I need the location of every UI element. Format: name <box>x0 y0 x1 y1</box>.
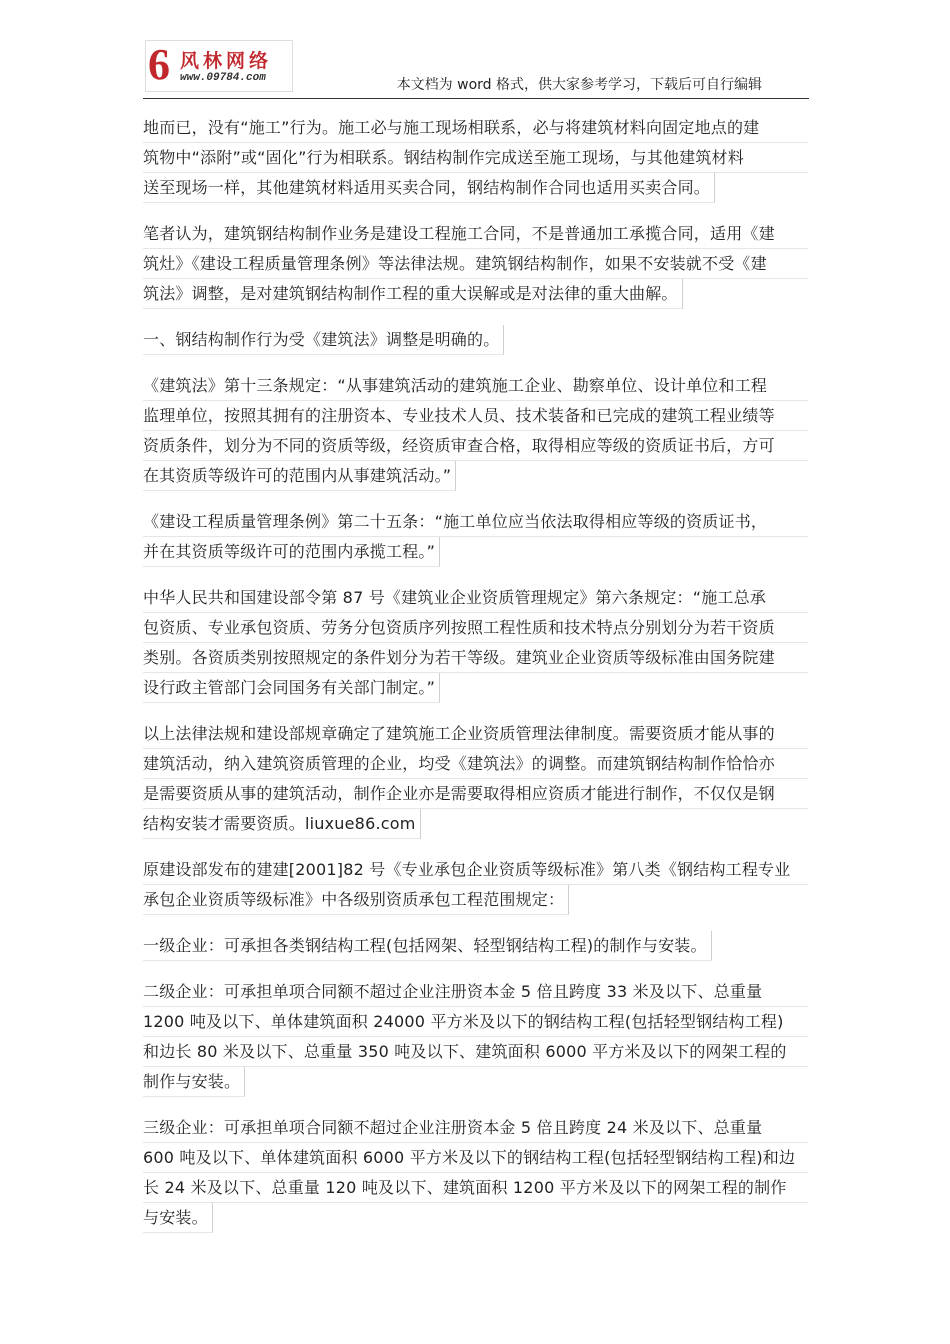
paragraph-line: 在其资质等级许可的范围内从事建筑活动。” <box>143 461 456 491</box>
paragraph-line: 送至现场一样，其他建筑材料适用买卖合同，钢结构制作合同也适用买卖合同。 <box>143 173 715 203</box>
paragraph <box>143 325 808 355</box>
paragraph-line: 笔者认为，建筑钢结构制作业务是建设工程施工合同，不是普通加工承揽合同，适用《建 <box>143 219 808 249</box>
paragraph-line: 是需要资质从事的建筑活动，制作企业亦是需要取得相应资质才能进行制作，不仅仅是钢 <box>143 779 808 809</box>
paragraph-line: 600 吨及以下、单体建筑面积 6000 平方米及以下的钢结构工程(包括轻型钢结构工程)和边 <box>143 1143 808 1173</box>
paragraph <box>143 219 808 309</box>
paragraph <box>143 113 808 203</box>
paragraph-line: 筑灶》《建设工程质量管理条例》等法律法规。建筑钢结构制作，如果不安装就不受《建 <box>143 249 808 279</box>
paragraph-line: 筑法》调整，是对建筑钢结构制作工程的重大误解或是对法律的重大曲解。 <box>143 279 683 309</box>
paragraph-line: 《建设工程质量管理条例》第二十五条：“施工单位应当依法取得相应等级的资质证书， <box>143 507 808 537</box>
paragraph <box>143 855 808 915</box>
paragraph <box>143 507 808 567</box>
paragraph-line: 原建设部发布的建建[2001]82 号《专业承包企业资质等级标准》第八类《钢结构工程专业 <box>143 855 808 885</box>
paragraph-line: 结构安装才需要资质。liuxue86.com <box>143 809 421 839</box>
paragraph-line: 与安装。 <box>143 1203 213 1233</box>
paragraph-line: 一、钢结构制作行为受《建筑法》调整是明确的。 <box>143 325 504 355</box>
logo-name: 风林网络 <box>180 50 273 72</box>
paragraph <box>143 371 808 491</box>
header-note: 本文档为 word 格式，供大家参考学习，下载后可自行编辑 <box>396 77 762 93</box>
paragraph-line: 设行政主管部门会同国务有关部门制定。” <box>143 673 440 703</box>
paragraph <box>143 583 808 703</box>
paragraph-line: 和边长 80 米及以下、总重量 350 吨及以下、建筑面积 6000 平方米及以下的网架工程的 <box>143 1037 808 1067</box>
paragraph-line: 包资质、专业承包资质、劳务分包资质序列按照工程性质和技术特点分别划分为若干资质 <box>143 613 808 643</box>
site-logo <box>145 40 293 92</box>
paragraph <box>143 719 808 839</box>
paragraph-line: 中华人民共和国建设部令第 87 号《建筑业企业资质管理规定》第六条规定：“施工总承 <box>143 583 808 613</box>
document-body <box>143 113 808 1249</box>
paragraph-line: 建筑活动，纳入建筑资质管理的企业，均受《建筑法》的调整。而建筑钢结构制作恰恰亦 <box>143 749 808 779</box>
paragraph-line: 三级企业：可承担单项合同额不超过企业注册资本金 5 倍且跨度 24 米及以下、总重量 <box>143 1113 808 1143</box>
paragraph-line: 二级企业：可承担单项合同额不超过企业注册资本金 5 倍且跨度 33 米及以下、总重量 <box>143 977 808 1007</box>
logo-mark: 6 <box>148 40 170 89</box>
logo-url: www.09784.com <box>180 72 266 84</box>
paragraph-line: 《建筑法》第十三条规定：“从事建筑活动的建筑施工企业、勘察单位、设计单位和工程 <box>143 371 808 401</box>
paragraph-line: 承包企业资质等级标准》中各级别资质承包工程范围规定： <box>143 885 569 915</box>
paragraph-line: 1200 吨及以下、单体建筑面积 24000 平方米及以下的钢结构工程(包括轻型钢结构工程) <box>143 1007 808 1037</box>
paragraph <box>143 977 808 1097</box>
paragraph-line: 长 24 米及以下、总重量 120 吨及以下、建筑面积 1200 平方米及以下的网架工程的制作 <box>143 1173 808 1203</box>
paragraph-line: 一级企业：可承担各类钢结构工程(包括网架、轻型钢结构工程)的制作与安装。 <box>143 931 712 961</box>
paragraph-line: 制作与安装。 <box>143 1067 245 1097</box>
paragraph <box>143 931 808 961</box>
paragraph-line: 并在其资质等级许可的范围内承揽工程。” <box>143 537 440 567</box>
paragraph-line: 监理单位，按照其拥有的注册资本、专业技术人员、技术装备和已完成的建筑工程业绩等 <box>143 401 808 431</box>
paragraph-line: 以上法律法规和建设部规章确定了建筑施工企业资质管理法律制度。需要资质才能从事的 <box>143 719 808 749</box>
paragraph-line: 资质条件，划分为不同的资质等级，经资质审查合格，取得相应等级的资质证书后，方可 <box>143 431 808 461</box>
page-header <box>143 40 809 99</box>
paragraph-line: 类别。各资质类别按照规定的条件划分为若干等级。建筑业企业资质等级标准由国务院建 <box>143 643 808 673</box>
paragraph <box>143 1113 808 1233</box>
paragraph-line: 地而已，没有“施工”行为。施工必与施工现场相联系，必与将建筑材料向固定地点的建 <box>143 113 808 143</box>
paragraph-line: 筑物中“添附”或“固化”行为相联系。钢结构制作完成送至施工现场，与其他建筑材料 <box>143 143 808 173</box>
